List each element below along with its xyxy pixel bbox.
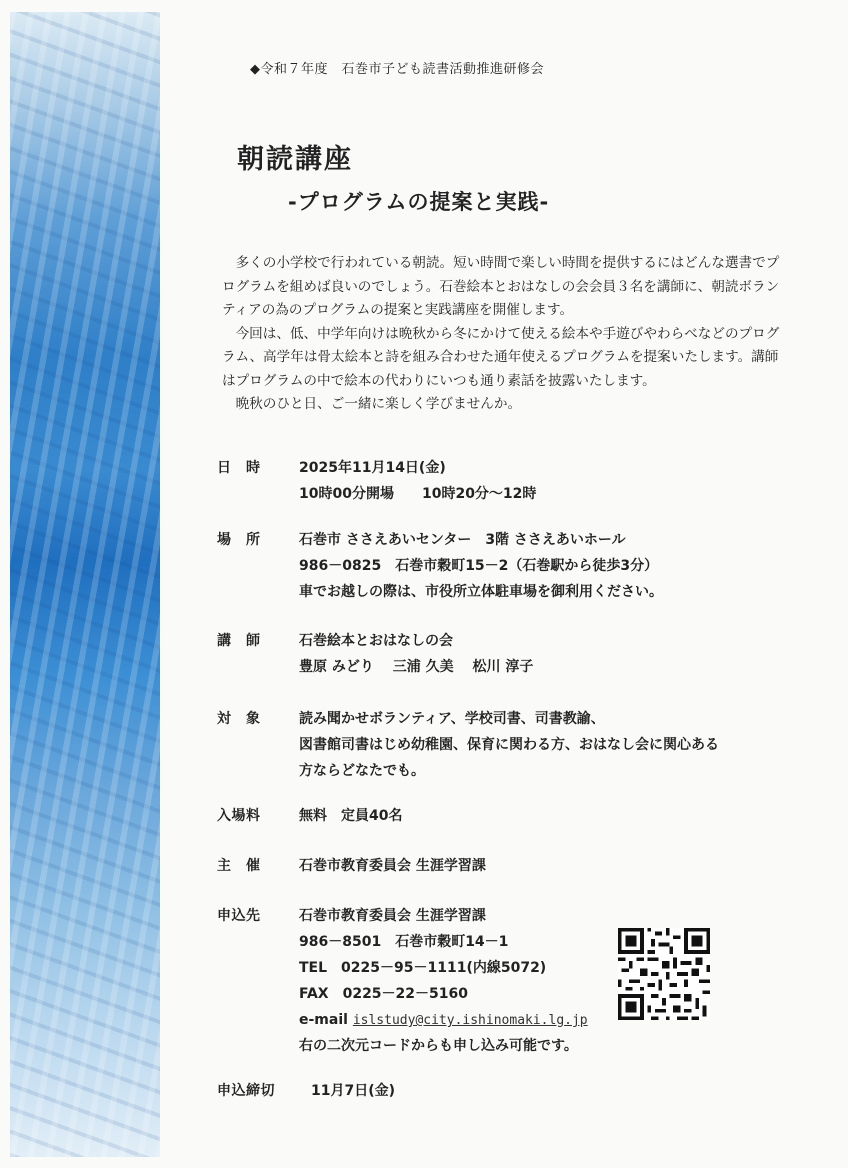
lecturer-names: 豊原 みどり 三浦 久美 松川 淳子 xyxy=(299,659,534,675)
intro-paragraph: 晩秋のひと日、ご一緒に楽しく学びませんか。 xyxy=(235,396,522,412)
target-line: 読み聞かせボランティア、学校司書、司書教諭、 xyxy=(299,711,605,727)
deadline-label: 申込締切 xyxy=(217,1083,275,1099)
qr-code[interactable] xyxy=(618,928,710,1020)
apply-label: 申込先 xyxy=(217,908,261,924)
venue-address: 986－0825 石巻市穀町15－2（石巻駅から徒歩3分） xyxy=(299,558,659,574)
intro-paragraph: 今回は、低、中学年向けは晩秋から冬にかけて使える絵本や手遊びやわらべなどのプログラム、高学年は骨太絵本と詩を組み合わせた通年使えるプログラムを提案いたします。講師はプログラムの中で絵本の代わりにいつも通り素話を披露いたします。 xyxy=(222,325,780,389)
page-subtitle: -プログラムの提案と実践- xyxy=(288,190,550,214)
intro-paragraph: 多くの小学校で行われている朝読。短い時間で楽しい時間を提供するにはどんな選書でプログラムを組めば良いのでしょう。石巻絵本とおはなしの会会員３名を講師に、朝読ボランティアの為のプログラムの提案と実践講座を開催します。 xyxy=(222,255,780,318)
organizer-label: 主 催 xyxy=(217,858,261,874)
lecturer-label: 講 師 xyxy=(217,633,261,649)
event-header: ◆令和７年度 石巻市子ども読書活動推進研修会 xyxy=(250,62,544,77)
intro-text xyxy=(222,252,782,417)
time-value: 10時00分開場 10時20分～12時 xyxy=(299,486,537,502)
fee-label: 入場料 xyxy=(217,808,261,824)
place-label: 場 所 xyxy=(217,532,261,548)
lecturer-group: 石巻絵本とおはなしの会 xyxy=(299,633,453,649)
apply-fax: FAX 0225－22－5160 xyxy=(299,986,468,1002)
qr-note: 右の二次元コードからも申し込み可能です。 xyxy=(299,1038,578,1054)
parking-note: 車でお越しの際は、市役所立体駐車場を御利用ください。 xyxy=(299,584,663,600)
fee-value: 無料 定員40名 xyxy=(299,808,403,824)
apply-address: 986－8501 石巻市穀町14－1 xyxy=(299,934,509,950)
date-value: 2025年11月14日(金) xyxy=(299,460,446,476)
deadline-value: 11月7日(金) xyxy=(311,1083,396,1099)
apply-tel: TEL 0225－95－1111(内線5072) xyxy=(299,960,547,976)
apply-email-line xyxy=(299,1007,588,1033)
page-title: 朝読講座 xyxy=(237,144,353,175)
venue-name: 石巻市 ささえあいセンター 3階 ささえあいホール xyxy=(299,532,626,548)
target-line: 図書館司書はじめ幼稚園、保育に関わる方、おはなし会に関心ある xyxy=(299,737,719,753)
target-line: 方ならどなたでも。 xyxy=(299,763,425,779)
apply-org: 石巻市教育委員会 生涯学習課 xyxy=(299,908,486,924)
target-label: 対 象 xyxy=(217,711,261,727)
email-label: e-mail xyxy=(299,1012,348,1028)
date-label: 日 時 xyxy=(217,460,261,476)
organizer-value: 石巻市教育委員会 生涯学習課 xyxy=(299,858,486,874)
blue-watercolor-decoration xyxy=(10,12,160,1157)
email-link[interactable]: islstudy@city.ishinomaki.lg.jp xyxy=(352,1013,588,1028)
